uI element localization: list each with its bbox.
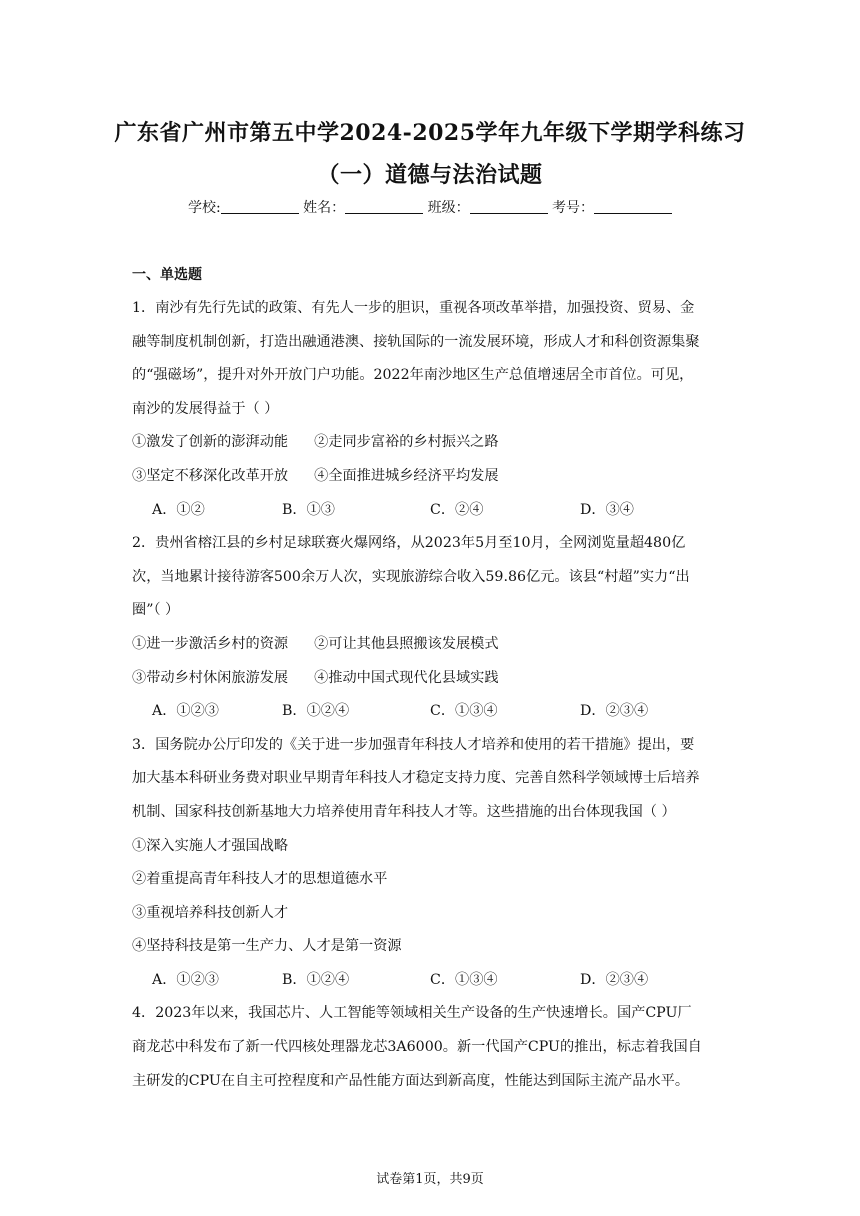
question-text-line: 加大基本科研业务费对职业早期青年科技人才稳定支持力度、完善自然科学领域博士后培养 bbox=[132, 770, 700, 787]
statement-item: ③坚定不移深化改革开放 bbox=[132, 467, 289, 484]
statement-row bbox=[132, 830, 730, 864]
answer-option[interactable]: A．①② bbox=[152, 501, 205, 518]
section-heading: 一、单选题 bbox=[132, 267, 202, 283]
name-blank bbox=[345, 199, 423, 214]
school-blank bbox=[221, 199, 299, 214]
number-label: 考号： bbox=[552, 200, 595, 216]
statement-row bbox=[132, 897, 730, 931]
question-text-line: 次，当地累计接待游客500余万人次，实现旅游综合收入59.86亿元。该县“村超”实力“出 bbox=[132, 568, 690, 585]
statement-item: ①进一步激活乡村的资源 bbox=[132, 635, 289, 652]
answer-options-row bbox=[132, 964, 730, 998]
answer-option[interactable]: C．①③④ bbox=[430, 703, 498, 720]
answer-option[interactable]: D．②③④ bbox=[580, 971, 649, 988]
name-label: 姓名： bbox=[303, 200, 346, 216]
question-block bbox=[132, 997, 730, 1098]
school-label: 学校: bbox=[187, 200, 221, 216]
class-label: 班级： bbox=[427, 200, 470, 216]
question-text-line: 圈”（ ） bbox=[132, 602, 180, 619]
statement-item: ④坚持科技是第一生产力、人才是第一资源 bbox=[132, 938, 402, 955]
statement-item: ③重视培养科技创新人才 bbox=[132, 904, 289, 921]
answer-option[interactable]: C．①③④ bbox=[430, 971, 498, 988]
questions-container bbox=[132, 292, 730, 1098]
statement-item: ②可让其他县照搬该发展模式 bbox=[314, 635, 499, 652]
class-blank bbox=[470, 199, 548, 214]
number-blank bbox=[594, 199, 672, 214]
statement-row bbox=[132, 628, 730, 662]
statement-row bbox=[132, 426, 730, 460]
question-text-line: 机制、国家科技创新基地大力培养使用青年科技人才等。这些措施的出台体现我国（ ） bbox=[132, 803, 676, 820]
question-text-line: 商龙芯中科发布了新一代四核处理器龙芯3A6000。新一代国产CPU的推出，标志着我国自 bbox=[132, 1039, 702, 1056]
answer-option[interactable]: A．①②③ bbox=[152, 703, 219, 720]
question-block bbox=[132, 527, 730, 729]
page-footer: 试卷第1页，共9页 bbox=[376, 1172, 484, 1187]
statement-row bbox=[132, 460, 730, 494]
statement-item: ①深入实施人才强国战略 bbox=[132, 837, 289, 854]
statement-item: ②着重提高青年科技人才的思想道德水平 bbox=[132, 871, 388, 888]
statement-row bbox=[132, 863, 730, 897]
question-block bbox=[132, 292, 730, 527]
answer-option[interactable]: C．②④ bbox=[430, 501, 484, 518]
question-text-line: 融等制度机制创新，打造出融通港澳、接轨国际的一流发展环境，形成人才和科创资源集聚 bbox=[132, 333, 700, 350]
answer-options-row bbox=[132, 494, 730, 528]
answer-option[interactable]: D．③④ bbox=[580, 501, 634, 518]
question-text-line: 3．国务院办公厅印发的《关于进一步加强青年科技人才培养和使用的若干措施》提出，要 bbox=[132, 736, 695, 753]
answer-option[interactable]: B．①②④ bbox=[282, 971, 350, 988]
question-text-line: 主研发的CPU在自主可控程度和产品性能方面达到新高度，性能达到国际主流产品水平。 bbox=[132, 1072, 690, 1089]
question-block bbox=[132, 729, 730, 998]
question-text-line: 1．南沙有先行先试的政策、有先人一步的胆识，重视各项改革举措，加强投资、贸易、金 bbox=[132, 300, 695, 316]
question-text-line: 2．贵州省榕江县的乡村足球联赛火爆网络，从2023年5月至10月，全网浏览量超480亿 bbox=[132, 535, 686, 552]
statement-row bbox=[132, 662, 730, 696]
answer-option[interactable]: B．①②④ bbox=[282, 703, 350, 720]
statement-item: ④推动中国式现代化县域实践 bbox=[314, 669, 499, 686]
answer-option[interactable]: B．①③ bbox=[282, 501, 335, 518]
exam-title-line2: （一）道德与法治试题 bbox=[317, 162, 543, 188]
statement-item: ①激发了创新的澎湃动能 bbox=[132, 434, 289, 451]
question-text-line: 南沙的发展得益于（ ） bbox=[132, 400, 279, 417]
statement-item: ②走同步富裕的乡村振兴之路 bbox=[314, 434, 499, 451]
student-info-row bbox=[0, 197, 860, 217]
question-text-line: 4．2023年以来，我国芯片、人工智能等领域相关生产设备的生产快速增长。国产CPU厂 bbox=[132, 1005, 692, 1022]
answer-option[interactable]: A．①②③ bbox=[152, 971, 219, 988]
exam-title-line1: 广东省广州市第五中学2024-2025学年九年级下学期学科练习 bbox=[114, 120, 746, 146]
statement-item: ④全面推进城乡经济平均发展 bbox=[314, 467, 499, 484]
answer-option[interactable]: D．②③④ bbox=[580, 703, 649, 720]
statement-row bbox=[132, 930, 730, 964]
statement-item: ③带动乡村休闲旅游发展 bbox=[132, 669, 289, 686]
answer-options-row bbox=[132, 695, 730, 729]
question-text-line: 的“强磁场”，提升对外开放门户功能。2022年南沙地区生产总值增速居全市首位。可见， bbox=[132, 367, 694, 384]
